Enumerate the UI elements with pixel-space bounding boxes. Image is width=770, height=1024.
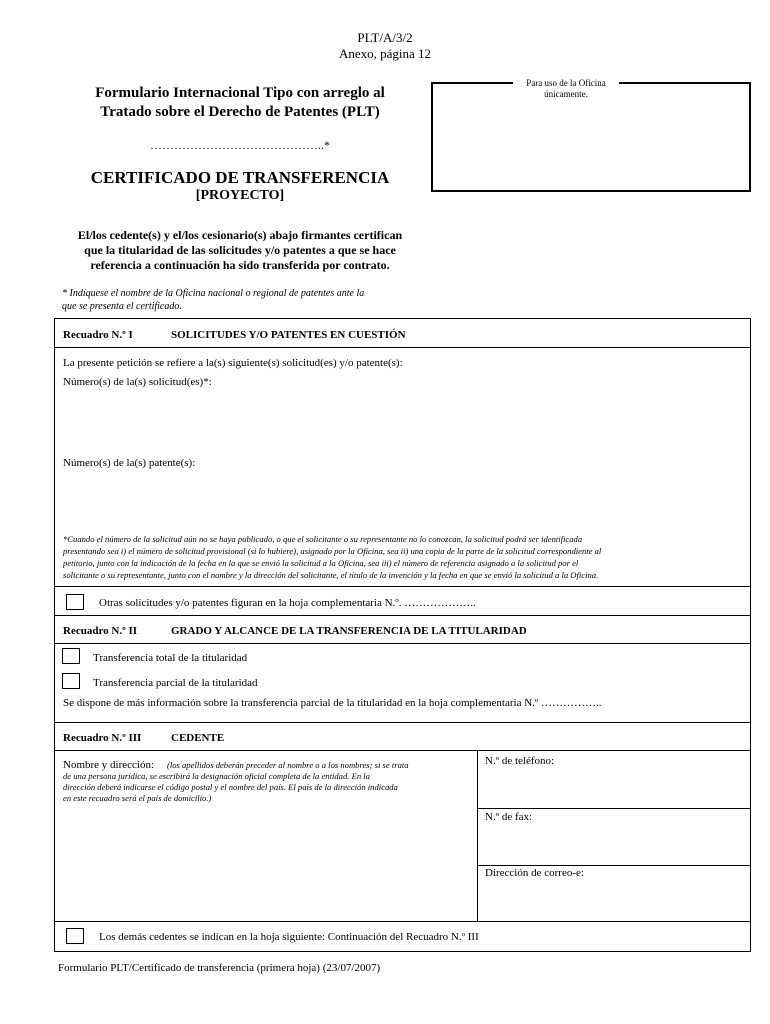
box3-heading: CEDENTE (171, 732, 225, 744)
phone-field[interactable] (481, 771, 747, 805)
name-address-note-line-1: (los apellidos deberán preceder al nombre o a los nombres; si se trata (167, 760, 409, 770)
office-use-label-line-1: Para uso de la Oficina (526, 78, 606, 88)
office-use-box (431, 78, 751, 192)
email-label: Dirección de correo-e: (485, 867, 584, 879)
box2-number: Recuadro N.º II (63, 625, 138, 637)
divider (55, 750, 750, 751)
divider (55, 347, 750, 348)
certification-statement (55, 228, 425, 273)
form-title-line-1: Formulario Internacional Tipo con arreglo al (95, 85, 385, 101)
office-use-label (513, 78, 619, 100)
email-field[interactable] (481, 883, 747, 917)
patents-field[interactable] (63, 472, 743, 532)
form-title (55, 84, 425, 122)
statement-line-1: El/los cedente(s) y el/los cesionario(s) abajo firmantes certifican (77, 228, 403, 242)
partial-transfer-label: Transferencia parcial de la titularidad (93, 677, 258, 689)
office-note-line-1: * Indíquese el nombre de la Oficina nacional o regional de patentes ante la (62, 288, 365, 299)
column-divider (477, 750, 478, 921)
box1-footnote-line-3: petitorio, junto con la indicación de la fecha en la que se envió la solicitud a la Oficina, sea iii) el número de referencia asignado a la solicitud por el (63, 558, 579, 568)
fax-field[interactable] (481, 827, 747, 861)
patents-label: Número(s) de la(s) patente(s): (63, 457, 196, 469)
box3-number: Recuadro N.º III (63, 732, 142, 744)
form-footer: Formulario PLT/Certificado de transferencia (primera hoja) (23/07/2007) (58, 962, 381, 974)
statement-line-3: referencia a continuación ha sido transferida por contrato. (90, 258, 390, 272)
divider (477, 808, 750, 809)
total-transfer-label: Transferencia total de la titularidad (93, 652, 248, 664)
page-number: Anexo, página 12 (338, 46, 432, 61)
office-use-label-line-2: únicamente. (544, 89, 588, 99)
name-address-field[interactable] (63, 809, 473, 917)
office-note-line-2: que se presenta el certificado. (62, 301, 182, 312)
divider (55, 722, 750, 723)
box1-number: Recuadro N.º I (63, 329, 133, 341)
divider (477, 865, 750, 866)
more-assignors-checkbox[interactable] (66, 928, 84, 944)
office-note (62, 287, 427, 313)
statement-line-2: que la titularidad de las solicitudes y/o patentes a que se hace (84, 243, 396, 257)
divider (55, 586, 750, 587)
box1-heading: SOLICITUDES Y/O PATENTES EN CUESTIÓN (171, 329, 406, 341)
box2-heading: GRADO Y ALCANCE DE LA TRANSFERENCIA DE LA TITULARIDAD (171, 625, 527, 637)
office-name-line[interactable]: ……………………………………..* (150, 138, 330, 152)
certificate-title: CERTIFICADO DE TRANSFERENCIA (90, 168, 390, 187)
name-address-note-line-4: en este recuadro será el país de domicilio.) (63, 793, 212, 803)
other-applications-checkbox[interactable] (66, 594, 84, 610)
applications-field[interactable] (63, 391, 743, 451)
box1-intro: La presente petición se refiere a la(s) siguiente(s) solicitud(es) y/o patente(s): (63, 357, 403, 369)
box1-footnote-line-1: *Cuando el número de la solicitud aún no se haya publicado, o que el solicitante o su representante no lo conozcan, la solicitud podrá ser identificada (63, 534, 583, 544)
total-transfer-checkbox[interactable] (62, 648, 80, 664)
more-assignors-label: Los demás cedentes se indican en la hoja siguiente: Continuación del Recuadro N.º III (99, 931, 479, 943)
partial-transfer-info: Se dispone de más información sobre la transferencia parcial de la titularidad en la hoja complementaria N.º …………….. (63, 697, 602, 709)
box1-footnote-line-2: presentando sea i) el número de solicitud provisional (si lo hubiere), asignado por la Oficina, sea ii) una copia de la parte de la solicitud correspondiente al (63, 546, 602, 556)
name-address-note-line-3: dirección deberá indicarse el código postal y el nombre del país. El país de la dirección indicada (63, 782, 398, 792)
document-header (300, 30, 470, 62)
box1-footnote-line-4: solicitante o su representante, junto con el nombre y la dirección del solicitante, el título de la invención y la fecha en que se envió la solicitud a la Oficina. (63, 570, 599, 580)
fax-label: N.º de fax: (485, 811, 533, 823)
divider (55, 921, 750, 922)
name-address-label: Nombre y dirección: (63, 759, 155, 771)
form-table (54, 318, 751, 952)
document-reference: PLT/A/3/2 (357, 30, 413, 45)
draft-label: [PROYECTO] (195, 188, 285, 203)
partial-transfer-checkbox[interactable] (62, 673, 80, 689)
name-address-note-line-2: de una persona jurídica, se escribirá la designación oficial completa de la entidad. En la (63, 771, 370, 781)
divider (55, 615, 750, 616)
phone-label: N.º de teléfono: (485, 755, 555, 767)
other-applications-label: Otras solicitudes y/o patentes figuran en la hoja complementaria N.º. ……………….. (99, 597, 476, 609)
divider (55, 643, 750, 644)
form-title-line-2: Tratado sobre el Derecho de Patentes (PLT) (100, 104, 380, 120)
applications-label: Número(s) de la(s) solicitud(es)*: (63, 376, 212, 388)
